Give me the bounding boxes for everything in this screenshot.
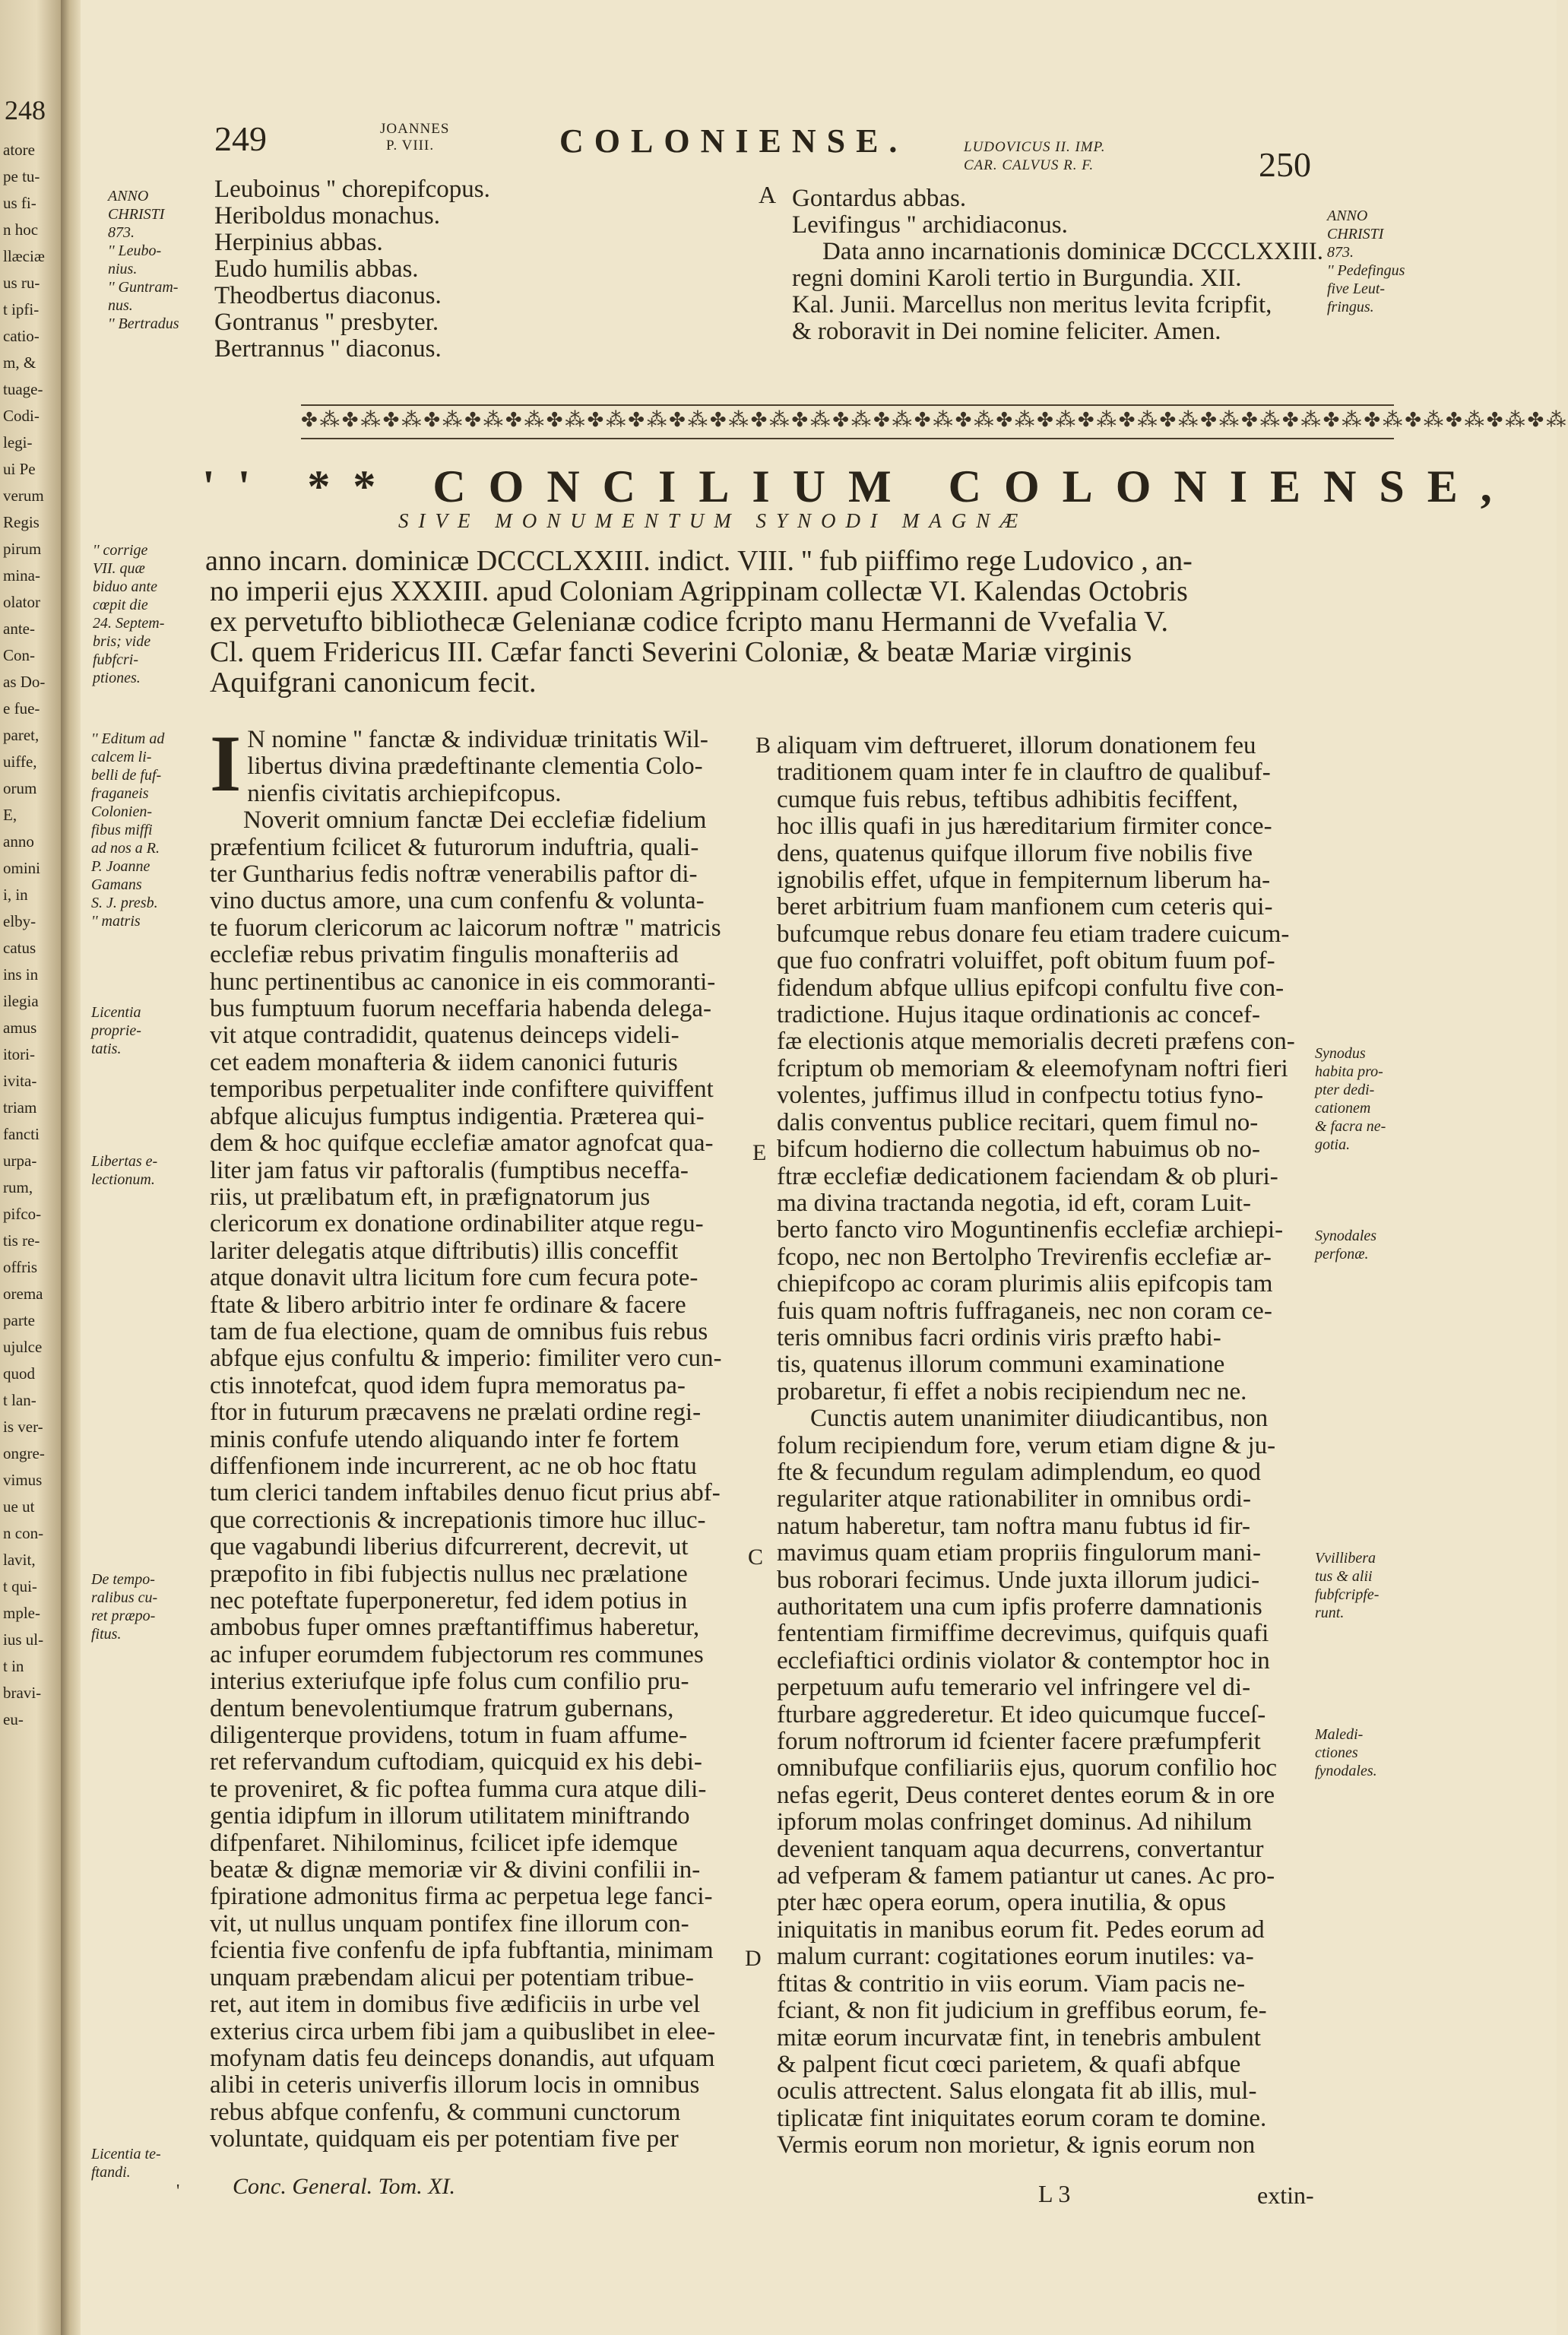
margin-note xyxy=(91,2145,161,2181)
facing-page-line: verum xyxy=(3,486,44,505)
top-left-margin-notes: ANNO CHRISTI 873. '' Leubo- nius. '' Guntram- nus. '' Bertradus xyxy=(108,188,179,332)
text-line: lariter delegatis atque diftributis) illis conceffit xyxy=(210,1237,679,1265)
facing-page-line: olator xyxy=(3,593,40,611)
margin-note-line: Synodus xyxy=(1315,1045,1366,1062)
text-line: tam de fua electione, quam de omnibus fuis rebus xyxy=(210,1317,708,1345)
council-title: '' ** CONCILIUM COLONIENSE, xyxy=(202,461,1515,512)
section-marker-e: E xyxy=(752,1140,767,1165)
text-line: bus roborari fecimus. Unde juxta illorum judici- xyxy=(777,1566,1260,1594)
margin-note-line: cationem xyxy=(1315,1100,1371,1117)
text-line: diligenterque providens, totum in fuam affume- xyxy=(210,1722,688,1750)
margin-note-line: ftandi. xyxy=(91,2164,131,2181)
right-ruler: LUDOVICUS II. IMP. xyxy=(964,139,1106,155)
margin-note xyxy=(91,730,164,930)
facing-page-line: as Do- xyxy=(3,673,46,691)
text-line: oculis attrectent. Salus elongata fit ab illis, mul- xyxy=(777,2077,1257,2105)
text-line: abfque ejus confultu & imperio: fimiliter vero cun- xyxy=(210,1345,722,1373)
facing-page-line: ins in xyxy=(3,965,39,984)
text-line: riis, ut prælibatum eft, in præfignatorum jus xyxy=(210,1183,651,1211)
margin-note-line: perfonæ. xyxy=(1315,1246,1369,1263)
facing-page-line: us fi- xyxy=(3,194,36,212)
text-line: cet eadem monafteria & iidem canonici futuris xyxy=(210,1048,678,1076)
facing-page-line: n hoc xyxy=(3,220,39,239)
text-line: folum recipiendum fore, verum etiam digne & ju- xyxy=(777,1431,1276,1459)
facing-page-line: Codi- xyxy=(3,407,40,425)
text-line: ecclefiæ rebus privatim fingulis monafteriis ad xyxy=(210,941,679,969)
margin-note xyxy=(1315,1227,1376,1263)
text-line: ftræ ecclefiæ dedicationem faciendam & ob pluri- xyxy=(777,1162,1278,1190)
text-line: vit, ut nullus unquam pontifex fine illorum con- xyxy=(210,1909,689,1937)
text-line: clericorum ex donatione ordinabiliter atque regu- xyxy=(210,1210,704,1238)
section-marker-c: C xyxy=(748,1545,764,1570)
facing-page-line: e fue- xyxy=(3,699,40,718)
text-line: iniquitatis in manibus eorum fit. Pedes eorum ad xyxy=(777,1915,1265,1944)
margin-note-line: & facra ne- xyxy=(1315,1118,1386,1135)
facing-page-line: ante- xyxy=(3,619,35,638)
facing-page-line: t qui- xyxy=(3,1577,37,1595)
text-line: te fuorum clericorum ac laicorum noftræ '' matricis xyxy=(210,914,721,942)
margin-note-line: De tempo- xyxy=(91,1571,155,1588)
margin-note-line: belli de fuf- xyxy=(91,767,162,784)
margin-note-line: tus & alii xyxy=(1315,1568,1373,1585)
signature-mark: L 3 xyxy=(1038,2180,1071,2207)
facing-page-number: 248 xyxy=(5,95,46,125)
facing-page-line: uiffe, xyxy=(3,752,37,771)
book-page xyxy=(81,0,1568,2335)
text-line: fpiratione admonitus firma ac perpetua lege fanci- xyxy=(210,1883,713,1911)
left-text-column xyxy=(210,719,813,2153)
facing-page-line: ue ut xyxy=(3,1497,35,1516)
facing-page-line: pirum xyxy=(3,540,42,558)
right-text-column xyxy=(777,733,1392,2159)
text-line: atque donavit ultra licitum fore cum fecura pote- xyxy=(210,1264,698,1292)
text-line: fcopo, nec non Bertolpho Trevirenfis ecclefiæ ar- xyxy=(777,1243,1272,1271)
facing-page-line: mina- xyxy=(3,566,40,585)
text-line: mavimus quam etiam propriis fingulorum mani- xyxy=(777,1539,1261,1567)
text-line: fciant, & non fit judicium in greffibus eorum, fe- xyxy=(777,1997,1267,2025)
margin-note-line: fubfcripfe- xyxy=(1315,1586,1380,1603)
text-line: bus fumptuum fuorum neceffaria habenda delega- xyxy=(210,995,712,1023)
facing-page-line: paret, xyxy=(3,726,40,744)
margin-note xyxy=(1315,1549,1379,1622)
text-line: Cunctis autem unanimiter diiudicantibus, non xyxy=(810,1405,1269,1433)
facing-page-line: t in xyxy=(3,1657,24,1675)
margin-note-line: P. Joanne xyxy=(91,858,150,875)
left-column-lines xyxy=(210,807,813,2153)
margin-note-line: Maledi- xyxy=(1315,1726,1364,1743)
text-line: fæ electionis atque memorialis decreti præfens con- xyxy=(777,1028,1295,1056)
facing-page-line: tis re- xyxy=(3,1231,40,1250)
margin-note xyxy=(91,1003,141,1058)
facing-page-line: catio- xyxy=(3,327,40,345)
text-line: aliquam vim deftrueret, illorum donationem feu xyxy=(777,732,1256,759)
text-line: ipforum molas confringet dominus. Ad nihilum xyxy=(777,1808,1253,1836)
text-line: rebus abfque confenfu, & communi cunctorum xyxy=(210,2098,681,2126)
margin-note xyxy=(1315,1044,1386,1154)
margin-note-line: fynodales. xyxy=(1315,1763,1377,1779)
text-line: dentum benevolentiumque fratrum gubernans, xyxy=(210,1694,674,1722)
text-line: interius exteriufque ipfe folus cum confilio pru- xyxy=(210,1668,689,1696)
facing-page-line: offris xyxy=(3,1258,38,1276)
margin-note-line: runt. xyxy=(1315,1605,1345,1621)
text-line: forum noftrorum id fcienter facere præfumpferit xyxy=(777,1728,1261,1756)
text-line: chiepifcopo ac coram plurimis aliis epifcopis tam xyxy=(777,1270,1273,1298)
text-line: ad vefperam & famem patiantur ut canes. Ac pro- xyxy=(777,1862,1275,1890)
facing-page-line: ilegia xyxy=(3,992,39,1010)
left-ruler: JOANNES xyxy=(380,121,450,137)
text-line: fuis quam noftris fuffraganeis, nec non coram ce- xyxy=(777,1297,1272,1325)
facing-page-line: atore xyxy=(3,141,35,159)
text-line: perpetuum aufu temerario vel infringere vel di- xyxy=(777,1674,1251,1702)
catchword: extin- xyxy=(1257,2181,1314,2209)
text-line: probaretur, fi effet a nobis recipiendum nec ne. xyxy=(777,1377,1247,1405)
text-line: præfentium fcilicet & futurorum induftria, quali- xyxy=(210,833,699,861)
text-line: fturbare aggrederetur. Et ideo quicumque fucceſ- xyxy=(777,1700,1266,1728)
facing-page-strip xyxy=(0,0,61,2335)
facing-page-line: mple- xyxy=(3,1604,40,1622)
text-line: devenient tanquam aqua decurrens, convertantur xyxy=(777,1835,1264,1863)
text-line: ma divina tractanda negotia, id eft, coram Luit- xyxy=(777,1189,1252,1217)
text-line: ret, aut item in domibus five ædificiis in urbe vel xyxy=(210,1991,701,2019)
facing-page-line: orum xyxy=(3,779,37,797)
top-left-column: Leuboinus '' chorepifcopus. Heriboldus monachus. Herpinius abbas. Eudo humilis abbas. Theodbertus diaconus. Gontranus '' presbyter. Bertrannus '' diaconus. xyxy=(214,176,490,363)
facing-page-line: us ru- xyxy=(3,274,40,292)
text-line: ctis innotefcat, quod idem fupra memoratus pa- xyxy=(210,1371,686,1399)
facing-page-line: catus xyxy=(3,939,36,957)
text-line: ftate & libero arbitrio inter fe ordinare & facere xyxy=(210,1291,686,1319)
facing-page-line: legi- xyxy=(3,433,33,451)
book-fold xyxy=(61,0,81,2335)
text-line: exterius circa urbem fibi jam a quibuslibet in elee- xyxy=(210,2017,716,2045)
facing-page-line: ongre- xyxy=(3,1444,45,1462)
left-page-number: 249 xyxy=(214,119,267,158)
text-line: beatæ & dignæ memoriæ vir & divini confilii in- xyxy=(210,1856,701,1884)
facing-page-line: anno xyxy=(3,832,34,851)
text-line: fcriptum ob memoriam & eleemofynam noftri fieri xyxy=(777,1054,1288,1082)
facing-page-line: tuage- xyxy=(3,380,43,398)
margin-note-line: calcem li- xyxy=(91,749,152,765)
margin-note-line: '' Editum ad xyxy=(91,730,165,747)
text-line: beret arbitrium fuam manfionem cum ceteris qui- xyxy=(777,893,1273,921)
text-line: ignobilis effet, ufque in fempiternum liberum ha- xyxy=(777,867,1271,895)
facing-page-line: Regis xyxy=(3,513,40,531)
facing-page-line: t ipfi- xyxy=(3,300,40,318)
facing-page-line: parte xyxy=(3,1311,35,1329)
facing-page-line: eu- xyxy=(3,1710,24,1728)
text-line: teris omnibus facri ordinis viris præfto habi- xyxy=(777,1323,1221,1351)
text-line: diffenfionem inde incurrerent, ac ne ob hoc ftatu xyxy=(210,1452,697,1480)
text-line: nefas egerit, Deus conteret dentes eorum & in ore xyxy=(777,1781,1275,1809)
text-line: traditionem quam inter fe in clauftro de qualibuf- xyxy=(777,759,1271,787)
facing-page-line: elby- xyxy=(3,912,36,930)
section-marker-a: A xyxy=(759,181,777,208)
facing-page-line: t lan- xyxy=(3,1391,36,1409)
margin-note-line: lectionum. xyxy=(91,1171,155,1188)
facing-page-line: ius ul- xyxy=(3,1630,44,1649)
margin-note-line: proprie- xyxy=(91,1022,141,1039)
text-line: Noverit omnium fanctæ Dei ecclefiæ fidelium xyxy=(243,806,707,835)
facing-page-line: Con- xyxy=(3,646,35,664)
margin-note xyxy=(1315,1725,1377,1780)
margin-note xyxy=(91,1152,157,1189)
margin-note-line: tatis. xyxy=(91,1041,122,1057)
text-line: omnibufque confiliariis ejus, quorum confilio hoc xyxy=(777,1754,1278,1782)
text-line: natum haberetur, tam noftra manu fubtus id fir- xyxy=(777,1512,1250,1540)
margin-note-line: Vvilliberа xyxy=(1315,1550,1376,1567)
margin-note-line: Colonien- xyxy=(91,803,152,820)
facing-page-line: lavit, xyxy=(3,1551,36,1569)
margin-note-line: fitus. xyxy=(91,1626,122,1643)
text-line: alibi in ceteris univerfis illorum locis in omnibus xyxy=(210,2071,700,2099)
text-line: nec poteftate fuperponeretur, fed idem potius in xyxy=(210,1587,688,1614)
text-line: fidendum abfque ullius epifcopi confultu five con- xyxy=(777,974,1284,1002)
facing-page-line: n con- xyxy=(3,1524,44,1542)
text-line: liter jam fatus vir paftoralis (fumptibus neceffa- xyxy=(210,1156,689,1184)
text-line: pter hæc opera eorum, opera inutilia, & opus xyxy=(777,1889,1227,1917)
facing-page-line: urpa- xyxy=(3,1152,37,1170)
text-line: dens, quatenus quifque illorum five nobilis five xyxy=(777,839,1253,867)
text-line: vino ductus amore, una cum confenfu & volunta- xyxy=(210,887,705,915)
margin-note-line: ad nos a R. xyxy=(91,840,160,857)
text-line: authoritatem una cum ipfis proferre damnationis xyxy=(777,1593,1262,1621)
margin-note xyxy=(91,1570,157,1643)
footer-mark: ' xyxy=(176,2181,180,2201)
facing-page-line: E, xyxy=(3,806,17,824)
margin-note-line: ralibus cu- xyxy=(91,1589,158,1606)
facing-page-line: ivita- xyxy=(3,1072,37,1090)
text-line: tis, quatenus illorum communi examinatione xyxy=(777,1351,1225,1379)
facing-page-line: omini xyxy=(3,859,41,877)
section-marker-d: D xyxy=(745,1946,762,1971)
margin-note-line: Libertas e- xyxy=(91,1153,158,1170)
facing-page-line: orema xyxy=(3,1285,43,1303)
text-line: bufcumque rebus donare feu etiam tradere cuicum- xyxy=(777,920,1290,948)
text-line: abfque alicujus fumptus indigentia. Præterea qui- xyxy=(210,1102,705,1130)
facing-page-line: i, in xyxy=(3,886,28,904)
top-right-column: Gontardus abbas. Levifingus '' archidiaconus. Data anno incarnationis dominicæ DCCCLXXIII. regni domini Karoli tertio in Burgundia. XII. Kal. Junii. Marcellus non meritus levita fcripfit, & roboravit in Dei nomine feliciter. Amen. xyxy=(792,185,1323,345)
facing-page-line: bravi- xyxy=(3,1684,42,1702)
margin-note-line: Licentia te- xyxy=(91,2146,161,2162)
text-line: hoc illis quafi in jus hæreditarium firmiter conce- xyxy=(777,813,1272,841)
margin-note-line: gotia. xyxy=(1315,1136,1351,1153)
text-line: malum currant: cogitationes eorum inutiles: va- xyxy=(777,1943,1254,1971)
margin-note-line: Licentia xyxy=(91,1004,141,1021)
text-line: tradictione. Hujus itaque ordinationis ac concef- xyxy=(777,1001,1260,1029)
council-intro: anno incarn. dominicæ DCCCLXXIII. indict. VIII. '' fub piiffimo rege Ludovico , an- no imperii ejus XXXIII. apud Coloniam Agrippinam collectæ VI. Kalendas Octobris ex pervetufto bibliothecæ Gelenianæ codice fcripto manu Hermanni de Vvefalia V. Cl. quem Fridericus III. Cæfar fancti Severini Coloniæ, & beatæ Mariæ virginis Aquifgrani canonicum fecit. xyxy=(205,545,1193,699)
margin-note-line: '' matris xyxy=(91,913,141,930)
text-line: ret refervandum cuftodiam, quicquid ex his debi- xyxy=(210,1748,702,1776)
text-line: hunc pertinentibus ac canonice in eis commoranti- xyxy=(210,968,716,996)
text-line: bifcum hodierno die collectum habuimus ob no- xyxy=(777,1136,1261,1164)
council-subtitle: SIVE MONUMENTUM SYNODI MAGNÆ xyxy=(398,509,1028,532)
facing-page-line: pifco- xyxy=(3,1205,42,1223)
text-line: gentia idipfum in illorum utilitatem miniftrando xyxy=(210,1802,690,1830)
section-marker-b: B xyxy=(755,733,771,758)
text-line: fcientia five confenfu de ipfa fubftantia, minimam xyxy=(210,1937,714,1965)
margin-note-line: fibus miffi xyxy=(91,822,153,838)
top-right-margin-notes: ANNO CHRISTI 873. '' Pedefingus five Leut- fringus. xyxy=(1327,208,1405,315)
right-ruler-sub: CAR. CALVUS R. F. xyxy=(964,157,1094,173)
text-line: cumque fuis rebus, teftibus adhibitis feciffent, xyxy=(777,785,1238,813)
text-line: unquam præbendam alicui per potentiam tribue- xyxy=(210,1963,694,1991)
text-line: tum clerici tandem inftabiles denuo ficut prius abf- xyxy=(210,1479,721,1507)
text-line: fententiam firmiffime decrevimus, quifquis quafi xyxy=(777,1620,1269,1648)
facing-page-line: pe tu- xyxy=(3,167,40,185)
ornament-band: ✤⁂✤⁂✤⁂✤⁂✤⁂✤⁂✤⁂✤⁂✤⁂✤⁂✤⁂✤⁂✤⁂✤⁂✤⁂✤⁂✤⁂✤⁂✤⁂✤⁂✤⁂✤⁂✤⁂✤⁂✤⁂✤⁂✤⁂✤⁂✤⁂✤⁂✤⁂ xyxy=(301,404,1394,439)
facing-page-line: triam xyxy=(3,1098,37,1117)
text-line: ecclefiaftici ordinis violator & contemptor hoc in xyxy=(777,1646,1270,1674)
text-line: ac infuper eorumdem fubjectorum res communes xyxy=(210,1640,704,1668)
text-line: mofynam datis feu deinceps donandis, aut ufquam xyxy=(210,2044,715,2072)
right-page-number: 250 xyxy=(1259,145,1311,184)
running-title: COLONIENSE. xyxy=(559,122,908,160)
text-line: dalis conventus publice recitari, quem fimul no- xyxy=(777,1108,1259,1136)
text-line: que vagabundi liberius difcurrerent, decrevit, ut xyxy=(210,1533,689,1561)
text-line: ftitas & contritio in viis eorum. Viam pacis ne- xyxy=(777,1969,1246,1998)
facing-page-line: ui Pe xyxy=(3,460,36,478)
margin-note-line: pter dedi- xyxy=(1315,1082,1375,1098)
facing-page-line: vimus xyxy=(3,1471,43,1489)
footer-source: Conc. General. Tom. XI. xyxy=(233,2174,456,2199)
text-line: fte & fecundum regulam adimplendum, eo quod xyxy=(777,1458,1261,1486)
facing-page-line: is ver- xyxy=(3,1418,43,1436)
intro-margin-note: '' corrige VII. quæ biduo ante cœpit die 24. Septem- bris; vide fubfcri- ptiones. xyxy=(93,542,165,686)
facing-page-line: fancti xyxy=(3,1125,40,1143)
text-line: volentes, juffimus illud in confpectu totius fyno- xyxy=(777,1082,1264,1110)
text-line: ftor in futurum præcavens ne prælati ordine regi- xyxy=(210,1399,702,1427)
margin-note-line: ret præpo- xyxy=(91,1608,156,1624)
facing-page-line: ujulce xyxy=(3,1338,43,1356)
text-line: ambobus fuper omnes præftantiffimus haberetur, xyxy=(210,1614,700,1642)
left-ruler-sub: P. VIII. xyxy=(386,138,435,154)
facing-page-line: llæciæ xyxy=(3,247,45,265)
drop-cap: I xyxy=(210,719,242,808)
first-paragraph: I N nomine '' fanctæ & individuæ trinitatis Wil- libertus divina prædeftinante clementia Colo- nienfis civitatis archiepifcopus. xyxy=(210,719,708,808)
text-line: dem & hoc quifque ecclefiæ amator agnofcat qua- xyxy=(210,1129,714,1158)
facing-page-line: amus xyxy=(3,1019,37,1037)
facing-page-line: rum, xyxy=(3,1178,33,1196)
margin-note-line: S. J. presb. xyxy=(91,895,158,911)
text-line: tiplicatæ fint iniquitates eorum coram te domine. xyxy=(777,2104,1267,2132)
text-line: mitæ eorum incurvatæ fint, in tenebris ambulent xyxy=(777,2023,1261,2051)
text-line: difpenfaret. Nihilominus, fcilicet ipfe idemque xyxy=(210,1829,678,1857)
text-line: vit atque contradidit, quatenus deinceps videli- xyxy=(210,1022,679,1050)
text-line: te proveniret, & fic poftea fumma cura atque dili- xyxy=(210,1775,707,1803)
margin-note-line: Synodales xyxy=(1315,1228,1377,1244)
facing-page-line: m, & xyxy=(3,353,36,372)
text-line: & palpent ficut cœci parietem, & quafi abfque xyxy=(777,2050,1241,2078)
margin-note-line: ctiones xyxy=(1315,1744,1358,1761)
facing-page-lines xyxy=(0,137,45,1733)
text-line: que correctionis & increpationis timore huc illuc- xyxy=(210,1506,706,1534)
facing-page-line: quod xyxy=(3,1364,35,1383)
facing-page-line: itori- xyxy=(3,1045,35,1063)
text-line: regulariter atque rationabiliter in omnibus ordi- xyxy=(777,1485,1252,1513)
text-line: que fuo confratri voluiffet, poft obitum fuum pof- xyxy=(777,947,1275,975)
text-line: ter Guntharius fedis noftræ venerabilis paftor di- xyxy=(210,860,698,889)
text-line: præpofito in fibi fubjectis nullus nec prælatione xyxy=(210,1560,688,1588)
margin-note-line: Gamans xyxy=(91,876,142,893)
margin-note-line: habita pro- xyxy=(1315,1063,1383,1080)
text-line: berto fancto viro Moguntinenfis ecclefiæ archiepi- xyxy=(777,1216,1284,1244)
text-line: minis confufe utendo aliquando inter fe fortem xyxy=(210,1425,679,1453)
text-line: Vermis eorum non morietur, & ignis eorum non xyxy=(777,2131,1256,2159)
text-line: temporibus perpetualiter inde confiftere quiviffent xyxy=(210,1076,714,1104)
text-line: voluntate, quidquam eis per potentiam five per xyxy=(210,2125,679,2153)
margin-note-line: fraganeis xyxy=(91,785,149,802)
